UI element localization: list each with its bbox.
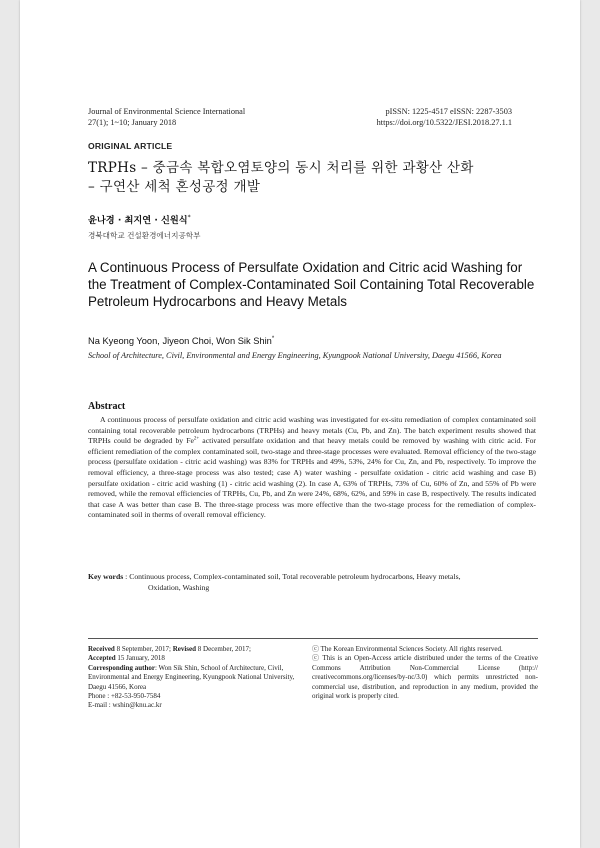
keywords [88,571,536,593]
korean-title [88,159,548,197]
korean-author-mark: * [187,213,191,221]
footer-divider [88,638,538,639]
abstract-superscript: 2+ [193,436,200,442]
english-authors [88,336,274,346]
received-revised-line [88,645,302,654]
english-author-mark: * [271,336,275,342]
revised-label: Revised [172,645,197,653]
accepted-line [88,654,302,663]
received-label: Received [88,645,115,653]
journal-volume: 27(1); 1~10; January 2018 [88,118,177,127]
abstract-body [88,415,536,521]
journal-name: Journal of Environmental Science International [88,107,246,116]
corresponding-text: : Won Sik Shin, School of Architecture, Civil, Environmental and Energy Engineering, Kyungpook National University, Daegu 41566, Korea [88,663,295,691]
article-history [88,645,302,711]
corresponding-author [88,664,302,692]
korean-affiliation: 경북대학교 건설환경에너지공학부 [88,231,201,240]
korean-author-names: 윤나경 · 최지연 · 신원식 [88,215,188,226]
abstract-text-part1: A continuous process of persulfate oxidation and citric acid washing was investigated for ex-situ remediation of complex contaminated soil containing total recoverable petroleum hydrocarbons (TRPHs) and heavy metals (Cu, Pb, and Zn). The batch experiment results showed that TRPHs could be degraded by Fe [88,415,536,446]
accepted-date: 15 January, 2018 [115,654,165,663]
email[interactable]: E-mail : wshin@knu.ac.kr [88,701,162,710]
doi-link[interactable]: https://doi.org/10.5322/JESI.2018.27.1.1 [376,118,512,127]
phone: Phone : +82-53-950-7584 [88,692,161,701]
received-date: 8 September, 2017; [114,645,173,653]
accepted-label: Accepted [88,654,116,663]
korean-title-line1: TRPHs – 중금속 복합오염토양의 동시 처리를 위한 과황산 산화 [88,160,474,176]
english-affiliation: School of Architecture, Civil, Environmental and Energy Engineering, Kyungpook National University, Daegu 41566, Korea [88,351,502,360]
korean-title-line2: – 구연산 세척 혼성공정 개발 [88,179,261,195]
abstract-text-part2: activated persulfate oxidation and that heavy metals could be removed by washing with citric acid. For efficient remediation of the complex contaminated soil, two-stage and three-stage processes were evaluated. Removal efficiency of the two-stage process (persulfate oxidation - citric acid washing) was 83% for TRPHs and 49%, 53%, 24% for Cu, Zn, and Pb, respectively. To improve the removal efficiency, a three-stage process was also tested; case A) water washing - persulfate oxidation - citric acid washing and case B) persulfate oxidation - citric acid washing (1) - citric acid washing (2). In case A, 63% of TRPHs, 73% of Cu, 60% of Zn, and 55% of Pb were removed, while the removal efficiencies of TRPHs, Cu, Pb, and Zn were 24%, 68%, 62%, and 59% in case B, respectively. The results indicated that case A was better than case B. The three-stage process was more effective than the two-stage process for the remediation of complex-contaminated soil in therms of overall removal efficiency. [88,436,536,520]
english-author-names: Na Kyeong Yoon, Jiyeon Choi, Won Sik Shin [88,336,272,347]
abstract-heading: Abstract [88,401,126,412]
revised-date: 8 December, 2017; [196,645,251,653]
keywords-line1: : Continuous process, Complex-contaminated soil, Total recoverable petroleum hydrocarbons, Heavy metals, [125,572,461,581]
license-text: ⓒ This is an Open-Access article distributed under the terms of the Creative Commons Attribution Non-Commercial License (http:// creativecommons.org/licenses/by-nc/3.0) which permits unrestricted non-commercial use, distribution, and reproduction in any medium, provided the original work is properly cited. [312,654,538,701]
article-type: ORIGINAL ARTICLE [88,141,173,151]
issn: pISSN: 1225-4517 eISSN: 2287-3503 [385,107,512,116]
english-title: A Continuous Process of Persulfate Oxidation and Citric acid Washing for the Treatment of Complex-Contaminated Soil Containing Total Recoverable Petroleum Hydrocarbons and Heavy Metals [88,260,535,309]
article-page [20,0,580,848]
keywords-line2: Oxidation, Washing [148,583,210,592]
copyright: ⓒ The Korean Environmental Sciences Society. All rights reserved. [312,645,503,653]
issn-header [377,106,512,128]
keywords-label: Key words [88,572,124,581]
korean-authors [88,212,191,226]
journal-header [88,106,245,128]
corresponding-label: Corresponding author [88,663,155,672]
license-notice [312,645,538,701]
